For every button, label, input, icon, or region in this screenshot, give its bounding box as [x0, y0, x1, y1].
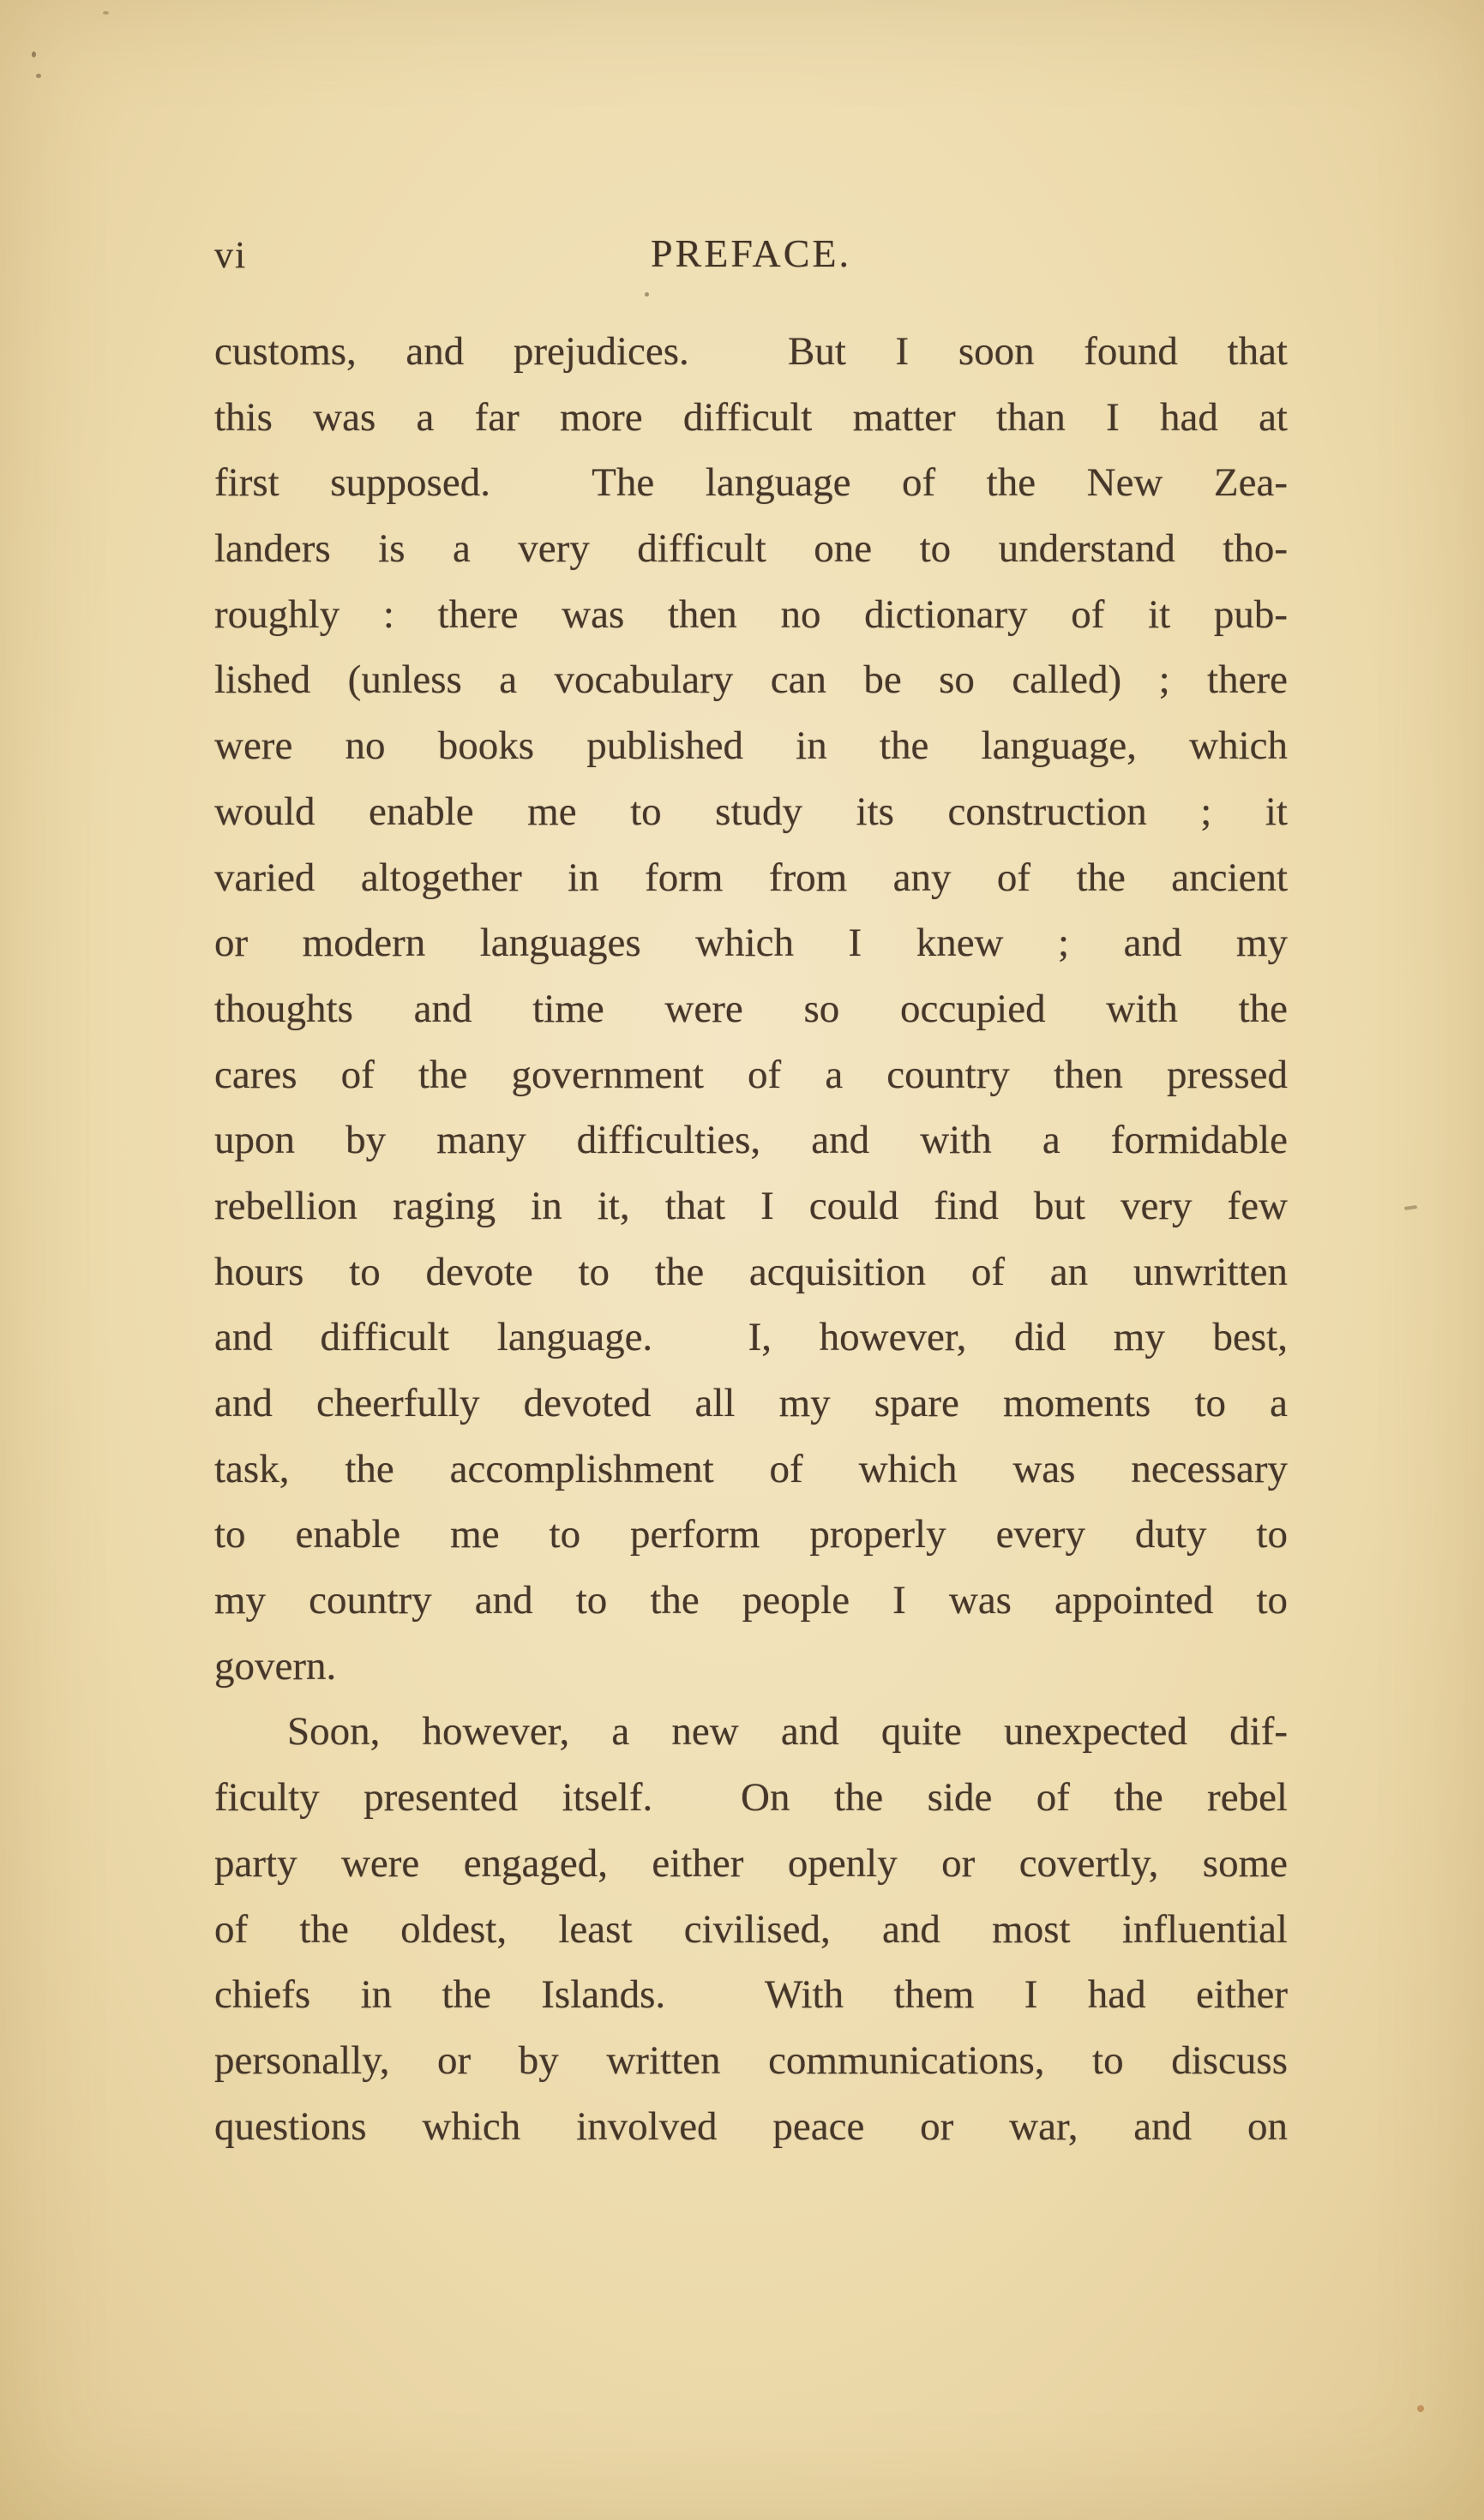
text-line: landers is a very difficult one to understand tho- [214, 526, 1288, 572]
text-line: and difficult language. I, however, did my best, [214, 1315, 1288, 1360]
paper-speck [1417, 2405, 1424, 2412]
text-line: personally, or by written communications, to discuss [214, 2037, 1288, 2083]
text-line: this was a far more difficult matter than I had at [214, 394, 1288, 440]
text-line: were no books published in the language, which [214, 723, 1288, 769]
paper-speck [645, 292, 649, 297]
paper-speck [1404, 1205, 1417, 1210]
text-line: of the oldest, least civilised, and most influential [214, 1906, 1288, 1952]
paper-speck [36, 74, 41, 78]
text-line: party were engaged, either openly or covertly, some [214, 1840, 1288, 1886]
text-line: Soon, however, a new and quite unexpected dif- [287, 1709, 1288, 1755]
page-number: vi [214, 234, 248, 276]
text-line: upon by many difficulties, and with a formidable [214, 1118, 1288, 1163]
page-header [214, 228, 1288, 288]
text-line: and cheerfully devoted all my spare moments to a [214, 1381, 1288, 1425]
text-line: to enable me to perform properly every duty to [214, 1512, 1288, 1557]
text-line: questions which involved peace or war, and on [214, 2103, 1288, 2149]
paper-speck [103, 11, 109, 15]
running-title: PREFACE. [650, 231, 852, 275]
text-line: my country and to the people I was appointed to [214, 1578, 1288, 1623]
text-line: or modern languages which I knew ; and my [214, 921, 1288, 966]
text-line: govern. [214, 1643, 337, 1689]
text-line: chiefs in the Islands. With them I had either [214, 1972, 1288, 2018]
page-text [214, 319, 1288, 2159]
text-line: ficulty presented itself. On the side of the rebel [214, 1775, 1288, 1821]
text-line: thoughts and time were so occupied with the [214, 986, 1288, 1031]
text-line: lished (unless a vocabulary can be so called) ; there [214, 657, 1288, 703]
text-line: cares of the government of a country then pressed [214, 1052, 1288, 1097]
text-line: hours to devote to the acquisition of an unwritten [214, 1249, 1288, 1294]
text-line: customs, and prejudices. But I soon found that [214, 329, 1288, 374]
text-line: rebellion raging in it, that I could find but very few [214, 1183, 1288, 1228]
text-line: varied altogether in form from any of the ancient [214, 855, 1288, 900]
text-line: task, the accomplishment of which was necessary [214, 1446, 1288, 1491]
text-line: would enable me to study its construction ; it [214, 789, 1288, 834]
text-line: roughly : there was then no dictionary of it pub- [214, 591, 1288, 637]
paper-speck [32, 51, 36, 57]
text-line: first supposed. The language of the New Zea- [214, 460, 1288, 506]
